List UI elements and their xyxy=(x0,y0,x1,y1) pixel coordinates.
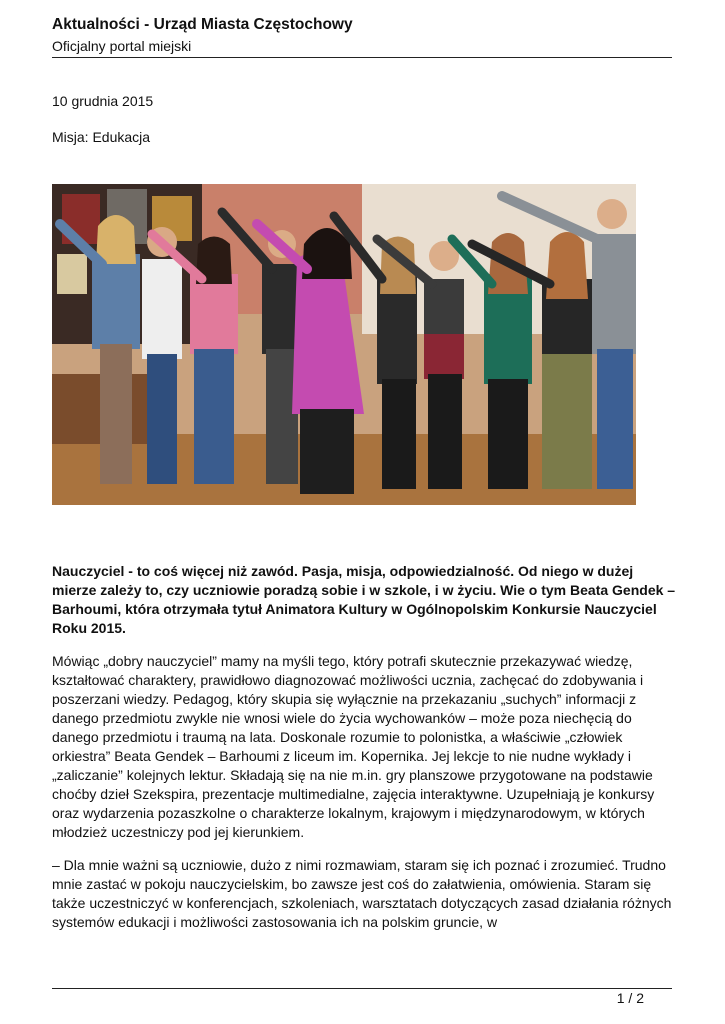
article-photo xyxy=(52,184,636,505)
page-header xyxy=(52,14,672,56)
article-body xyxy=(52,562,676,946)
article-paragraph: – Dla mnie ważni są uczniowie, dużo z nimi rozmawiam, staram się ich poznać i zrozumieć. Trudno mnie zastać w pokoju nauczycielskim, bo zawsze jest coś do załatwienia, omówienia. Staram się także uczestniczyć w konferencjach, szkoleniach, warsztatach dotyczących zasad działania różnych systemów edukacji i możliwości zastosowania ich na polskim gruncie, w xyxy=(52,857,672,930)
site-subtitle: Oficjalny portal miejski xyxy=(52,38,192,54)
article-paragraph: Mówiąc „dobry nauczyciel” mamy na myśli tego, który potrafi skutecznie przekazywać wiedzę, kształtować charaktery, prawidłowo diagnozować możliwości ucznia, zachęcać do zdobywania i poszerzani wiedzy. Pedagog, który skupia się wyłącznie na przekazaniu „suchych” informacji z danego przedmiotu zwykle nie wnosi wiele do życia wychowanków – może poza niechęcią do danego przedmiotu i traumą na lata. Doskonale rozumie to polonistka, a właściwie „człowiek orkiestra” Beata Gendek – Barhoumi z liceum im. Kopernika. Jej lekcje to nie nudne wykłady i „zaliczanie” kolejnych lektur. Składają się na nie m.in. gry planszowe przygotowane na podstawie choćby dzieł Szekspira, prezentacje multimedialne, zajęcia interaktywne. Uzupełniają je konkursy oraz wydarzenia pozaszkolne o charakterze lokalnym, krajowym i międzynarodowym, w których młodzież uczestniczy pod jej kierunkiem. xyxy=(52,653,655,840)
page-number: 1 / 2 xyxy=(616,990,644,1006)
article-lead: Nauczyciel - to coś więcej niż zawód. Pasja, misja, odpowiedzialność. Od niego w dużej mierze zależy to, czy uczniowie poradzą sobie i w szkole, i w życiu. Wie o tym Beata Gendek – Barhoumi, która otrzymała tytuł Animatora Kultury w Ogólnopolskim Konkursie Nauczyciel Roku 2015. xyxy=(52,563,676,636)
article-date: 10 grudnia 2015 xyxy=(52,93,154,109)
article-title: Misja: Edukacja xyxy=(52,129,151,145)
site-title: Aktualności - Urząd Miasta Częstochowy xyxy=(52,16,353,33)
header-divider xyxy=(52,57,672,58)
footer-divider xyxy=(52,988,672,989)
